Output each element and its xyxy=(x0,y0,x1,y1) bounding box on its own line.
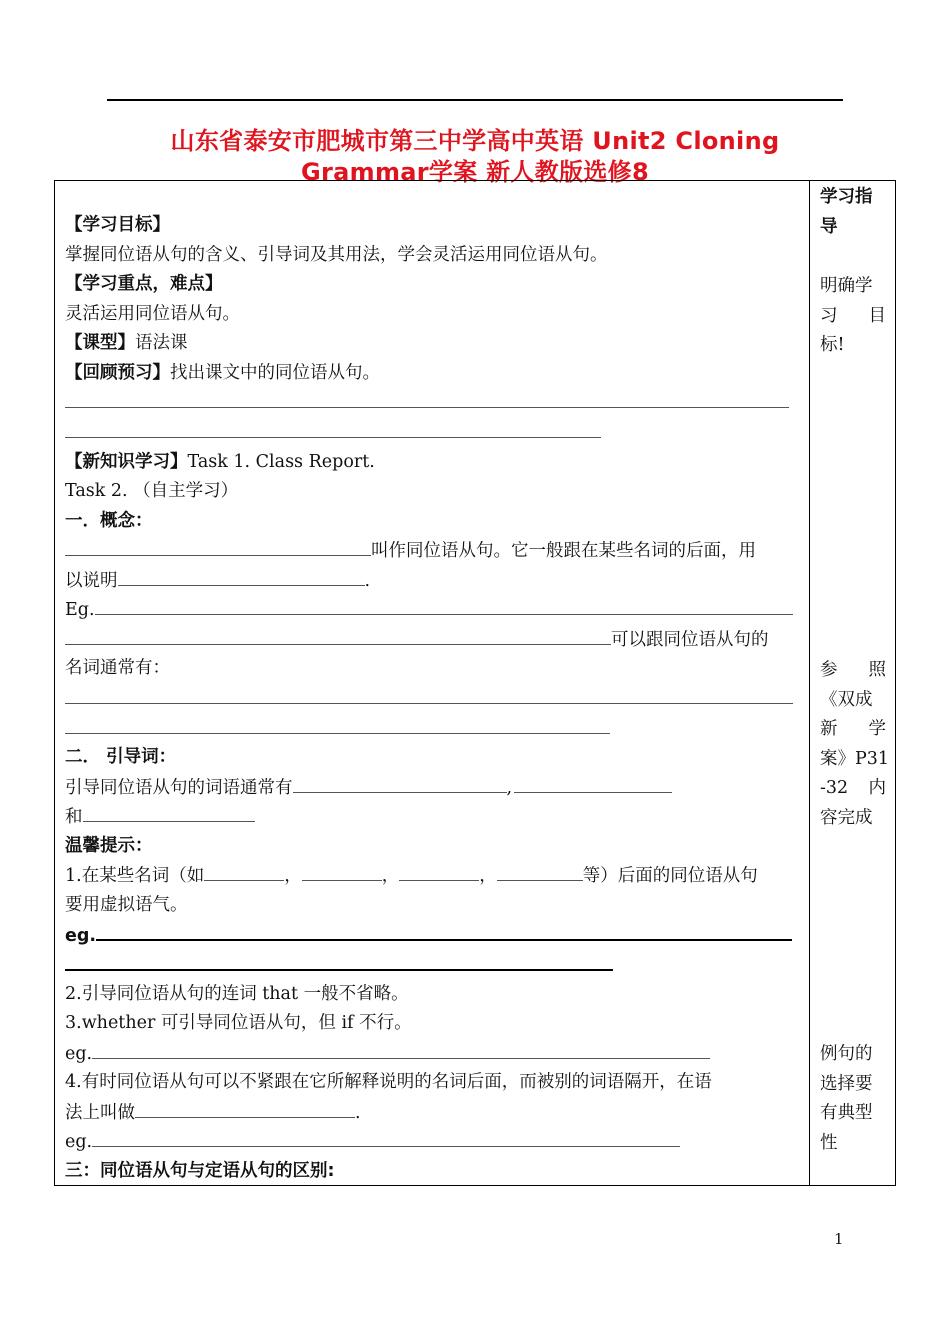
review-preview: 【回顾预习】找出课文中的同位语从句。 xyxy=(65,363,380,383)
page-number: 1 xyxy=(834,1230,844,1248)
tip-1-example-blank[interactable] xyxy=(96,922,792,941)
sidebar-note-reference: 参 照 《双成 新 学 案》P31 -32 内 容完成 xyxy=(820,660,890,828)
task-2-heading: Task 2. （自主学习） xyxy=(65,481,239,501)
column-divider xyxy=(809,180,810,1186)
tip-1-example-line: eg. xyxy=(65,922,792,948)
review-answer-blank-1[interactable] xyxy=(65,390,789,415)
tip-4-line-1: 4.有时同位语从句可以不紧跟在它所解释说明的名词后面，而被别的词语隔开，在语 xyxy=(65,1072,712,1092)
tip-4-example-line: eg. xyxy=(65,1129,680,1154)
introducer-blank-2[interactable] xyxy=(514,775,672,793)
header-rule xyxy=(107,99,843,101)
tip-4-blank[interactable] xyxy=(135,1100,355,1118)
sidebar-note-goals: 明确学 习 目 标! xyxy=(820,276,886,355)
tip-3-example-blank[interactable] xyxy=(92,1041,710,1059)
sidebar-heading: 学习指 导 xyxy=(820,187,873,237)
document-title-line-2: Grammar学案 新人教版选修8 xyxy=(301,158,649,186)
document-title-line-1: 山东省泰安市肥城市第三中学高中英语 Unit2 Cloning xyxy=(170,127,780,155)
tip-3-example-line: eg. xyxy=(65,1041,710,1066)
tip-1-line-2: 要用虚拟语气。 xyxy=(65,895,188,915)
concept-line-3: 可以跟同位语从句的 xyxy=(65,627,769,652)
concept-line-4: 名词通常有： xyxy=(65,658,170,678)
tip-1-line-1: 1.在某些名词（如 ， ， ， 等）后面的同位语从句 xyxy=(65,863,758,888)
tip-4-example-blank[interactable] xyxy=(92,1129,680,1147)
tip-2: 2.引导同位语从句的连词 that 一般不省略。 xyxy=(65,984,409,1004)
section-difference-heading: 三：同位语从句与定语从句的区别: xyxy=(65,1161,335,1181)
concept-blank-3[interactable] xyxy=(65,627,611,645)
section-introducers-heading: 二． 引导词： xyxy=(65,747,177,767)
nouns-blank-2[interactable] xyxy=(65,716,610,741)
learning-goal-heading: 【学习目标】 xyxy=(65,215,170,235)
concept-blank-1[interactable] xyxy=(65,538,371,556)
concept-example-blank[interactable] xyxy=(95,597,793,615)
key-points-text: 灵活运用同位语从句。 xyxy=(65,304,240,324)
key-points-heading: 【学习重点，难点】 xyxy=(65,274,223,294)
introducer-blank-1[interactable] xyxy=(293,775,507,793)
nouns-blank-1[interactable] xyxy=(65,686,793,711)
introducer-blank-3[interactable] xyxy=(83,804,255,822)
introducers-line-1: 引导同位语从句的词语通常有 , xyxy=(65,775,672,800)
tip-1-example-blank-2[interactable] xyxy=(65,952,613,978)
sidebar-note-examples: 例句的 选择要 有典型 性 xyxy=(820,1044,873,1153)
new-knowledge-heading: 【新知识学习】Task 1. Class Report. xyxy=(65,452,375,472)
tip-1-blank-1[interactable] xyxy=(204,863,284,881)
tip-4-line-2: 法上叫做 . xyxy=(65,1100,361,1125)
learning-goal-text: 掌握同位语从句的含义、引导词及其用法，学会灵活运用同位语从句。 xyxy=(65,245,608,265)
tip-1-blank-4[interactable] xyxy=(497,863,583,881)
introducers-line-2: 和 xyxy=(65,804,255,829)
concept-example-line: Eg. xyxy=(65,597,793,622)
tip-1-blank-2[interactable] xyxy=(302,863,382,881)
tip-3: 3.whether 可引导同位语从句，但 if 不行。 xyxy=(65,1013,412,1033)
concept-line-2: 以说明 . xyxy=(65,568,370,593)
concept-blank-2[interactable] xyxy=(118,568,365,586)
tip-1-blank-3[interactable] xyxy=(399,863,479,881)
section-concept-heading: 一．概念： xyxy=(65,511,153,531)
lesson-type: 【课型】语法课 xyxy=(65,333,188,353)
tips-heading: 温馨提示： xyxy=(65,836,153,856)
concept-line-1: 叫作同位语从句。它一般跟在某些名词的后面，用 xyxy=(65,538,756,563)
review-answer-blank-2[interactable] xyxy=(65,420,601,445)
